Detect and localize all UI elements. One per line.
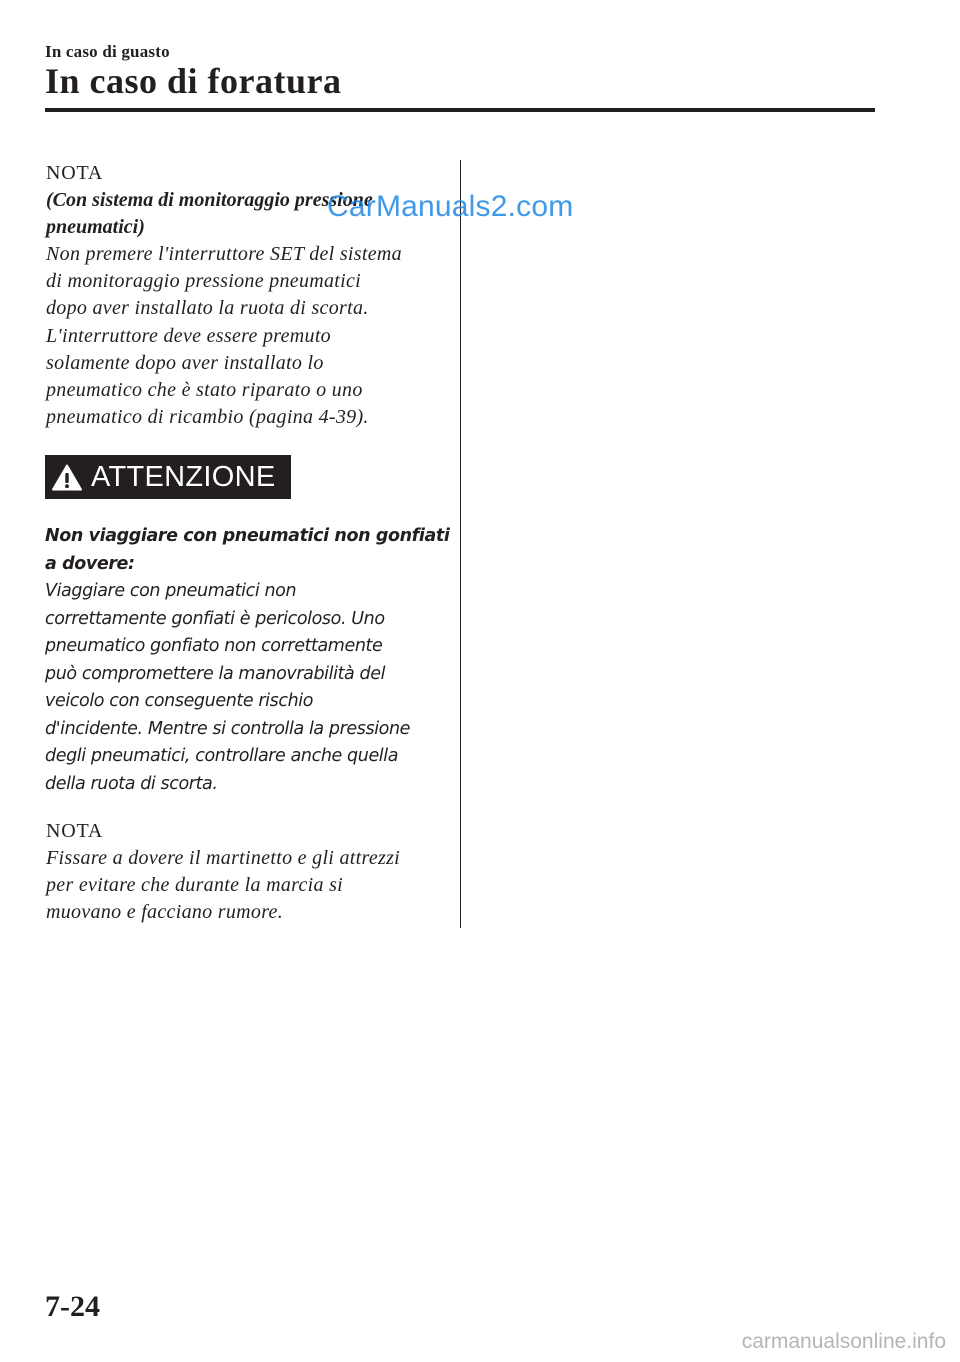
note-body [46,845,446,927]
warning-body-line: d'incidente. Mentre si controlla la pressione [45,718,411,739]
warning-heading-line: a dovere: [45,553,135,574]
column-divider [460,160,461,928]
note-body-line: L'interruttore deve essere premuto [46,324,331,347]
note-body-line: dopo aver installato la ruota di scorta. [46,297,369,320]
warning-triangle-icon [45,455,89,499]
note-condition-line: pneumatici) [46,216,145,238]
warning-body [45,578,450,798]
page-number: 7-24 [45,1290,100,1323]
note-body-line: solamente dopo aver installato lo [46,351,324,374]
page-title: In caso di foratura [45,61,342,101]
warning-body-line: della ruota di scorta. [45,773,218,794]
warning-heading-line: Non viaggiare con pneumatici non gonfiati [45,526,450,546]
note-body-line: muovano e facciano rumore. [46,901,284,924]
note-block-2 [46,818,446,927]
warning-body-line: Viaggiare con pneumatici non [45,581,297,601]
note-body [46,241,446,431]
warning-banner [45,455,291,499]
note-body-line: pneumatico di ricambio (pagina 4-39). [46,406,369,429]
note-heading: NOTA [46,162,104,184]
warning-text [45,523,450,798]
warning-label: ATTENZIONE [91,460,276,493]
note-body-line: Fissare a dovere il martinetto e gli attrezzi [46,847,401,869]
warning-body-line: veicolo con conseguente rischio [45,691,314,711]
note-body-line: pneumatico che è stato riparato o uno [46,379,363,402]
watermark-top: CarManuals2.com [327,190,574,223]
breadcrumb: In caso di guasto [45,42,170,61]
note-body-line: per evitare che durante la marcia si [46,874,344,897]
note-body-line: di monitoraggio pressione pneumatici [46,270,362,293]
title-rule [45,108,875,112]
warning-body-line: degli pneumatici, controllare anche quella [45,746,399,766]
warning-heading [45,523,450,578]
note-condition-line: (Con sistema di monitoraggio pressione [46,189,373,211]
watermark-bottom: carmanualsonline.info [741,1330,946,1353]
warning-body-line: correttamente gonfiati è pericoloso. Uno [45,608,385,629]
note-body-line: Non premere l'interruttore SET del sistema [46,243,402,265]
warning-body-line: può compromettere la manovrabilità del [45,663,386,684]
warning-body-line: pneumatico gonfiato non correttamente [45,636,383,656]
note-heading: NOTA [46,820,104,842]
